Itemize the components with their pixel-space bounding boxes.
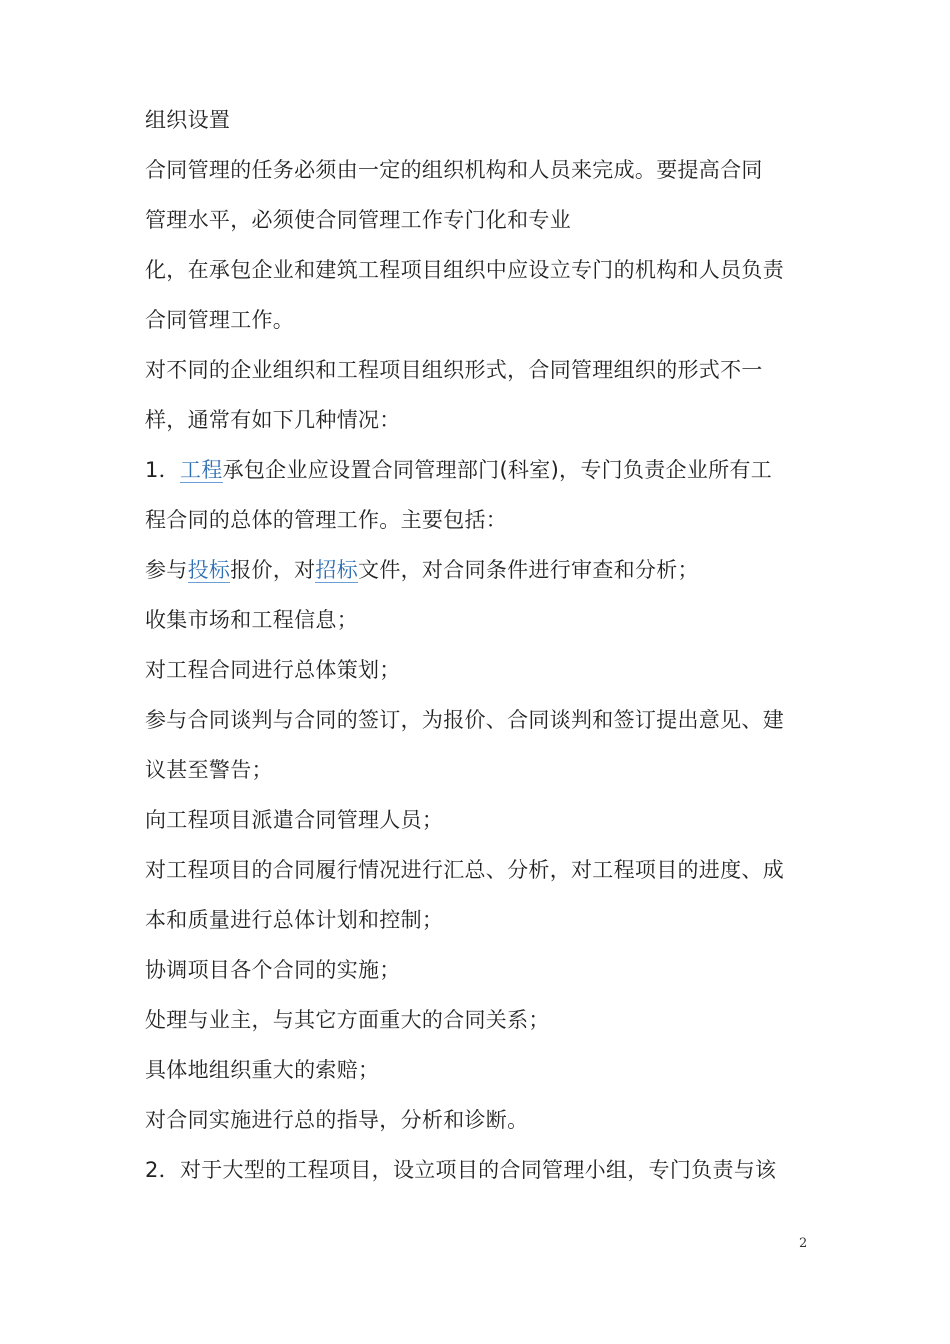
duty-line: 对工程合同进行总体策划； bbox=[145, 658, 401, 682]
duty-line: 具体地组织重大的索赔； bbox=[145, 1058, 380, 1082]
paragraph-line: 化，在承包企业和建筑工程项目组织中应设立专门的机构和人员负责 bbox=[145, 258, 784, 282]
link-gongcheng[interactable]: 工程 bbox=[179, 458, 223, 482]
duty-line bbox=[145, 555, 699, 585]
paragraph-line: 对不同的企业组织和工程项目组织形式，合同管理组织的形式不一 bbox=[145, 358, 763, 382]
list-item-1 bbox=[145, 455, 772, 485]
section-heading: 组织设置 bbox=[145, 108, 231, 132]
list-item-2: 2．对于大型的工程项目，设立项目的合同管理小组，专门负责与该 bbox=[145, 1158, 777, 1182]
paragraph-line: 合同管理的任务必须由一定的组织机构和人员来完成。要提高合同 bbox=[145, 158, 763, 182]
duty-line: 对工程项目的合同履行情况进行汇总、分析，对工程项目的进度、成 bbox=[145, 858, 784, 882]
page-number: 2 bbox=[799, 1236, 808, 1251]
list-item-text: 承包企业应设置合同管理部门(科室)，专门负责企业所有工 bbox=[222, 458, 773, 482]
duty-line: 向工程项目派遣合同管理人员； bbox=[145, 808, 444, 832]
duty-line: 对合同实施进行总的指导，分析和诊断。 bbox=[145, 1108, 529, 1132]
link-toubiao[interactable]: 投标 bbox=[187, 558, 231, 582]
paragraph-line: 管理水平，必须使合同管理工作专门化和专业 bbox=[145, 208, 571, 232]
duty-text: 报价，对 bbox=[230, 558, 316, 582]
link-zhaobiao[interactable]: 招标 bbox=[315, 558, 359, 582]
paragraph-line: 样，通常有如下几种情况： bbox=[145, 408, 401, 432]
duty-line: 协调项目各个合同的实施； bbox=[145, 958, 401, 982]
duty-line: 收集市场和工程信息； bbox=[145, 608, 358, 632]
duty-text: 文件，对合同条件进行审查和分析； bbox=[358, 558, 699, 582]
duty-text: 参与 bbox=[145, 558, 188, 582]
list-item-number: 1． bbox=[145, 458, 180, 482]
duty-line: 处理与业主，与其它方面重大的合同关系； bbox=[145, 1008, 550, 1032]
duty-line: 本和质量进行总体计划和控制； bbox=[145, 908, 444, 932]
paragraph-line: 程合同的总体的管理工作。主要包括： bbox=[145, 508, 508, 532]
duty-line: 参与合同谈判与合同的签订，为报价、合同谈判和签订提出意见、建 bbox=[145, 708, 784, 732]
duty-line: 议甚至警告； bbox=[145, 758, 273, 782]
paragraph-line: 合同管理工作。 bbox=[145, 308, 295, 332]
